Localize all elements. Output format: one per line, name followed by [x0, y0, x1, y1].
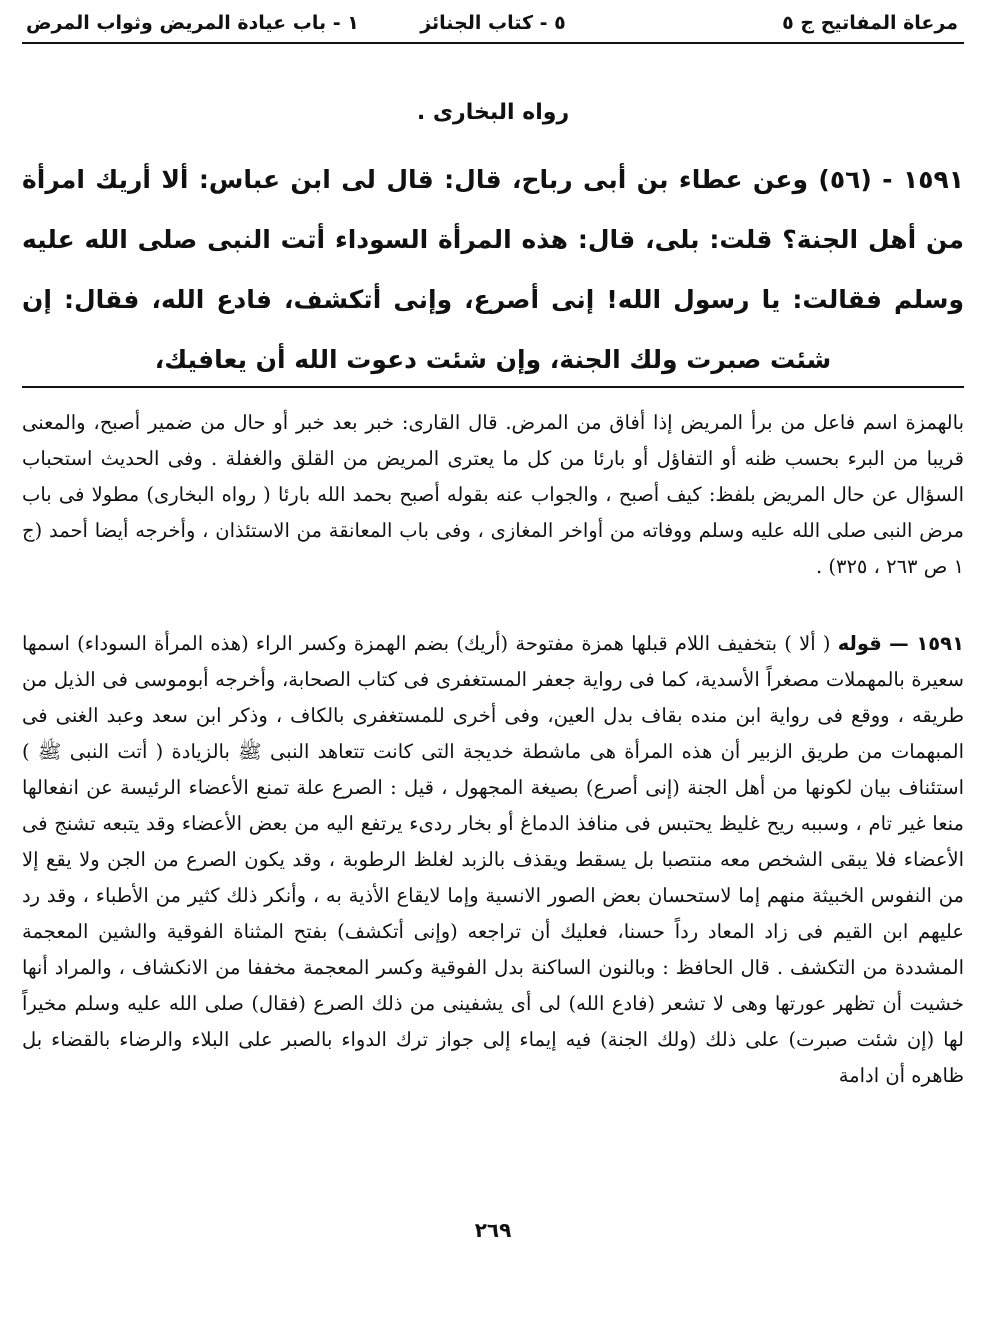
header-chapter-title: ٥ - كتاب الجنائز: [420, 12, 566, 34]
header-rule: [22, 42, 964, 44]
hadith-source-line: رواه البخارى .: [416, 100, 570, 125]
book-page: [22, 0, 964, 1337]
header-book-title: مرعاة المفاتيح ج ٥: [782, 12, 958, 34]
header-section-title: ١ - باب عيادة المريض وثواب المرض: [26, 12, 359, 34]
commentary-paragraph-2-text: ( ألا ) بتخفيف اللام قبلها همزة مفتوحة (أريك) بضم الهمزة وكسر الراء (هذه المرأة السوداء) اسمها سعيرة بالمهملات مصغراً الأسدية، كما فى رواية جعفر المستغفرى فى كتاب الصحابة، وأخرجه أبوموسى فى الذيل من طريقه ، ووقع فى رواية ابن منده بقاف بدل العين، وفى أخرى للمستغفرى بالكاف ، وذكر ابن سعد وعبد الغنى فى المبهمات من طريق الزبير أن هذه المرأة هى ماشطة خديجة التى كانت تتعاهد النبى ﷺ بالزيادة ( أتت النبى ﷺ ) استئناف بيان لكونها من أهل الجنة (إنى أصرع) بصيغة المجهول ، قيل : الصرع علة تمنع الأعضاء الرئيسة عن انفعالها منعا غير تام ، وسببه ريح غليظ يحتبس فى منافذ الدماغ أو بخار ردىء يرتفع اليه من بعض الأعضاء وقد يتبعه تشنج فى الأعضاء فلا يبقى الشخص معه منتصبا بل يسقط ويقذف بالزبد لغلظ الرطوبة ، وقد يكون الصرع من الجن ولا يقع إلا من النفوس الخبيثة منهم إما لاستحسان بعض الصور الانسية وإما لايقاع الأذية به ، وأنكر ذلك كثير من الأطباء ، وقد رد عليهم ابن القيم فى زاد المعاد رداً حسنا، فعليك أن تراجعه (وإنى أتكشف) بفتح المثناة الفوقية والشين المعجمة المشددة من التكشف . قال الحافظ : وبالنون الساكنة بدل الفوقية وكسر المعجمة مخففا من الانكشاف ، والمراد أنها خشيت أن تظهر عورتها وهى لا تشعر (فادع الله) لى أى يشفينى من ذلك الصرع (فقال) صلى الله عليه وسلم مخيراً لها (إن شئت صبرت) على ذلك (ولك الجنة) فيه إيماء إلى جواز ترك الدواء بالصبر على البلاء والرضاء بالقضاء بل ظاهره أن ادامة: [22, 632, 964, 1087]
divider-rule: [22, 386, 964, 388]
commentary-hadith-number: ١٥٩١ —: [889, 632, 964, 655]
commentary-paragraph-2: [22, 626, 964, 1094]
commentary-qawluhu: قوله: [837, 632, 882, 655]
running-header: [22, 6, 964, 40]
page-number: ٢٦٩: [474, 1218, 512, 1242]
hadith-text: ١٥٩١ - (٥٦) وعن عطاء بن أبى رباح، قال: قال لى ابن عباس: ألا أريك امرأة من أهل الجنة؟ قلت: بلى، قال: هذه المرأة السوداء أتت النبى صلى الله عليه وسلم فقالت: يا رسول الله! إنى أصرع، وإنى أتكشف، فادع الله، فقال: إن شئت صبرت ولك الجنة، وإن شئت دعوت الله أن يعافيك،: [22, 165, 964, 374]
commentary-paragraph-1: بالهمزة اسم فاعل من برأ المريض إذا أفاق من المرض. قال القارى: خبر بعد خبر أو حال من ضمير أصبح، والمعنى قريبا من البرء بحسب ظنه أو التفاؤل أو بارئا من كل ما يعترى المريض من القلق والغفلة . وفى الحديث استحباب السؤال عن حال المريض بلفظ: كيف أصبح ، والجواب عنه بقوله أصبح بحمد الله بارئا ( رواه البخارى) مطولا فى باب مرض النبى صلى الله عليه وسلم ووفاته من أواخر المغازى ، وفى باب المعانقة من الاستئذان ، وأخرجه أيضا أحمد (ج ١ ص ٢٦٣ ، ٣٢٥) .: [22, 411, 964, 578]
